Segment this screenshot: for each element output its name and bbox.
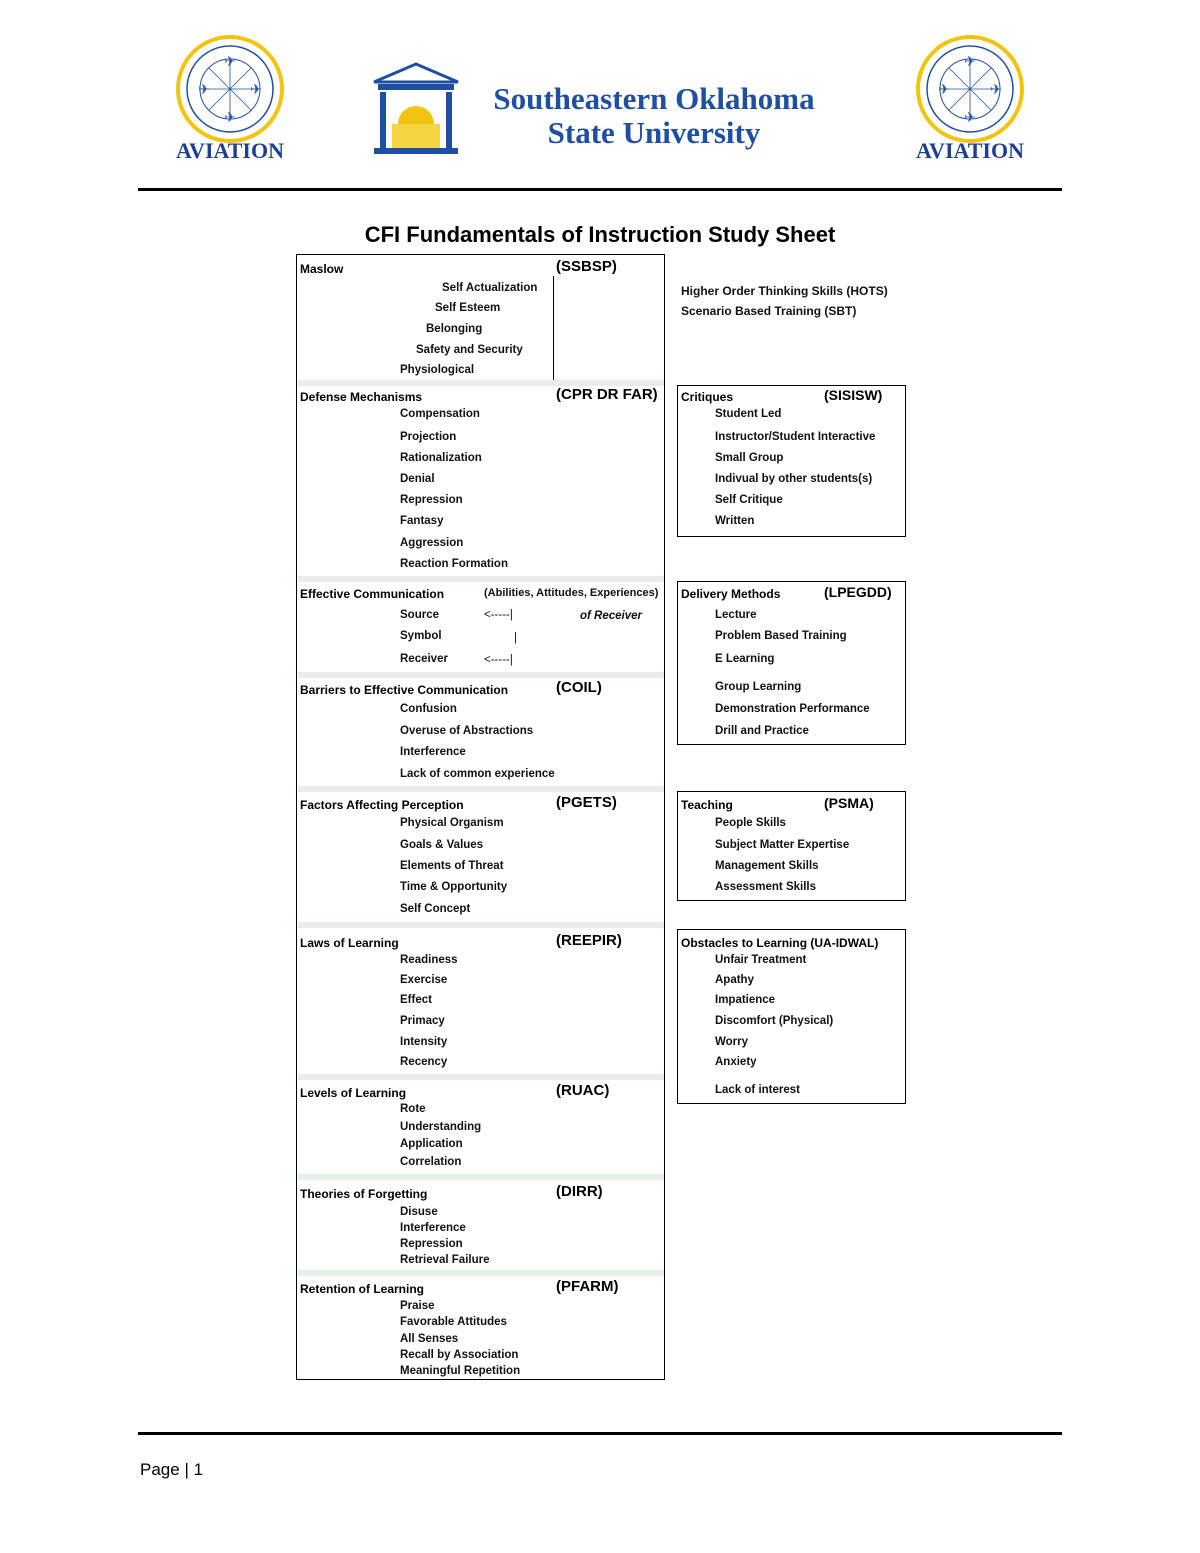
svg-text:✈: ✈ — [938, 81, 950, 97]
receiver-note: of Receiver — [580, 610, 643, 622]
svg-text:✈: ✈ — [990, 81, 1002, 97]
delivery-box — [677, 581, 906, 745]
aviation-label: AVIATION — [176, 138, 284, 163]
maslow-heading: Maslow — [300, 262, 344, 276]
delivery-item: E Learning — [715, 653, 775, 665]
page-separator: | — [184, 1460, 194, 1479]
delivery-item: Drill and Practice — [715, 725, 809, 737]
barriers-item: Lack of common experience — [400, 768, 555, 780]
delivery-item: Group Learning — [715, 681, 802, 693]
maslow-item: Belonging — [426, 323, 483, 335]
forgetting-item: Repression — [400, 1238, 463, 1250]
retention-item: Recall by Association — [400, 1349, 519, 1361]
delivery-item: Lecture — [715, 609, 757, 621]
teaching-item: Assessment Skills — [715, 881, 817, 893]
critiques-item: Self Critique — [715, 494, 783, 506]
svg-text:✈: ✈ — [198, 81, 210, 97]
teaching-heading: Teaching — [681, 798, 733, 812]
perception-item: Goals & Values — [400, 839, 484, 851]
communication-note: (Abilities, Attitudes, Experiences) — [484, 587, 659, 599]
forgetting-item: Retrieval Failure — [400, 1254, 490, 1266]
critiques-item: Instructor/Student Interactive — [715, 431, 876, 443]
obstacles-item: Apathy — [715, 974, 754, 986]
svg-text:✈: ✈ — [224, 109, 236, 125]
barriers-heading: Barriers to Effective Communication — [300, 683, 509, 697]
defense-acronym: (CPR DR FAR) — [556, 386, 658, 403]
obstacles-item: Lack of interest — [715, 1084, 800, 1096]
perception-item: Self Concept — [400, 903, 471, 915]
defense-item: Repression — [400, 494, 463, 506]
critiques-item: Small Group — [715, 452, 784, 464]
laws-item: Effect — [400, 994, 432, 1006]
levels-item: Application — [400, 1138, 463, 1150]
laws-item: Exercise — [400, 974, 448, 986]
communication-item: Symbol — [400, 630, 442, 642]
aviation-seal-icon — [908, 34, 1032, 144]
page-label: Page — [140, 1460, 180, 1479]
footer-rule — [138, 1432, 1062, 1435]
teaching-acronym: (PSMA) — [824, 795, 874, 811]
svg-text:✈: ✈ — [964, 109, 976, 125]
delivery-acronym: (LPEGDD) — [824, 584, 892, 600]
university-name-line2: State University — [547, 115, 761, 150]
header-rule — [138, 188, 1062, 191]
laws-heading: Laws of Learning — [300, 936, 399, 950]
communication-arrow: <-----| — [484, 654, 513, 666]
obstacles-item: Discomfort (Physical) — [715, 1015, 834, 1027]
barriers-acronym: (COIL) — [556, 679, 602, 696]
obstacles-item: Unfair Treatment — [715, 954, 807, 966]
university-logo — [370, 62, 840, 162]
perception-item: Time & Opportunity — [400, 881, 508, 893]
forgetting-acronym: (DIRR) — [556, 1183, 603, 1200]
page-title: CFI Fundamentals of Instruction Study Sheet — [364, 222, 836, 247]
retention-item: Meaningful Repetition — [400, 1365, 521, 1377]
laws-item: Readiness — [400, 954, 458, 966]
defense-item: Denial — [400, 473, 435, 485]
aviation-seal-icon — [168, 34, 292, 144]
forgetting-item: Disuse — [400, 1206, 438, 1218]
section-divider — [298, 672, 664, 678]
obstacles-item: Impatience — [715, 994, 776, 1006]
svg-text:✈: ✈ — [224, 53, 236, 69]
perception-item: Elements of Threat — [400, 860, 504, 872]
hots-text: Higher Order Thinking Skills (HOTS) — [681, 284, 888, 298]
retention-item: All Senses — [400, 1333, 459, 1345]
section-divider — [298, 786, 664, 792]
retention-heading: Retention of Learning — [300, 1282, 424, 1296]
teaching-item: People Skills — [715, 817, 786, 829]
laws-item: Primacy — [400, 1015, 445, 1027]
page-footer — [140, 1460, 203, 1480]
maslow-item: Physiological — [400, 364, 475, 376]
university-name-line1: Southeastern Oklahoma — [493, 81, 815, 116]
defense-item: Rationalization — [400, 452, 482, 464]
critiques-item: Indivual by other students(s) — [715, 473, 873, 485]
section-divider — [298, 576, 664, 582]
defense-heading: Defense Mechanisms — [300, 390, 423, 404]
svg-text:✈: ✈ — [964, 53, 976, 69]
levels-heading: Levels of Learning — [300, 1086, 407, 1100]
levels-item: Correlation — [400, 1156, 462, 1168]
section-divider — [298, 922, 664, 928]
laws-acronym: (REEPIR) — [556, 932, 622, 949]
communication-arrow: <-----| — [484, 609, 513, 621]
university-name — [468, 82, 840, 150]
barriers-item: Confusion — [400, 703, 457, 715]
defense-item: Aggression — [400, 537, 464, 549]
defense-item: Projection — [400, 431, 457, 443]
aviation-seal-right — [908, 34, 1032, 163]
critiques-item: Student Led — [715, 408, 782, 420]
forgetting-heading: Theories of Forgetting — [300, 1187, 428, 1201]
barriers-item: Interference — [400, 746, 466, 758]
aviation-seal-left — [168, 34, 292, 163]
communication-heading: Effective Communication — [300, 587, 445, 601]
section-divider — [298, 1270, 664, 1276]
svg-text:✈: ✈ — [250, 81, 262, 97]
laws-item: Intensity — [400, 1036, 448, 1048]
obstacles-item: Worry — [715, 1036, 749, 1048]
retention-item: Favorable Attitudes — [400, 1316, 507, 1328]
teaching-item: Subject Matter Expertise — [715, 839, 850, 851]
delivery-heading: Delivery Methods — [681, 587, 781, 601]
forgetting-item: Interference — [400, 1222, 466, 1234]
communication-item: Source — [400, 609, 439, 621]
retention-item: Praise — [400, 1300, 435, 1312]
critiques-acronym: (SISISW) — [824, 387, 883, 403]
page-number: 1 — [193, 1460, 204, 1479]
maslow-item: Safety and Security — [416, 344, 523, 356]
perception-heading: Factors Affecting Perception — [300, 798, 464, 812]
building-icon — [370, 62, 462, 158]
obstacles-heading: Obstacles to Learning (UA-IDWAL) — [681, 936, 879, 950]
defense-item: Compensation — [400, 408, 480, 420]
teaching-item: Management Skills — [715, 860, 819, 872]
sbt-text: Scenario Based Training (SBT) — [681, 304, 857, 318]
maslow-item: Self Actualization — [442, 282, 538, 294]
communication-item: Receiver — [400, 653, 448, 665]
maslow-item: Self Esteem — [435, 302, 501, 314]
levels-acronym: (RUAC) — [556, 1082, 610, 1099]
critiques-heading: Critiques — [681, 390, 734, 404]
section-divider — [298, 1174, 664, 1180]
defense-item: Fantasy — [400, 515, 444, 527]
delivery-item: Demonstration Performance — [715, 703, 870, 715]
critiques-box — [677, 385, 906, 537]
perception-acronym: (PGETS) — [556, 794, 617, 811]
perception-item: Physical Organism — [400, 817, 504, 829]
levels-item: Rote — [400, 1103, 426, 1115]
laws-item: Recency — [400, 1056, 448, 1068]
communication-arrow: | — [514, 632, 517, 644]
section-divider — [298, 1074, 664, 1080]
maslow-acronym: (SSBSP) — [556, 258, 617, 275]
levels-item: Understanding — [400, 1121, 482, 1133]
aviation-label: AVIATION — [916, 138, 1024, 163]
defense-item: Reaction Formation — [400, 558, 508, 570]
critiques-item: Written — [715, 515, 755, 527]
barriers-item: Overuse of Abstractions — [400, 725, 534, 737]
retention-acronym: (PFARM) — [556, 1278, 619, 1295]
obstacles-item: Anxiety — [715, 1056, 757, 1068]
delivery-item: Problem Based Training — [715, 630, 847, 642]
